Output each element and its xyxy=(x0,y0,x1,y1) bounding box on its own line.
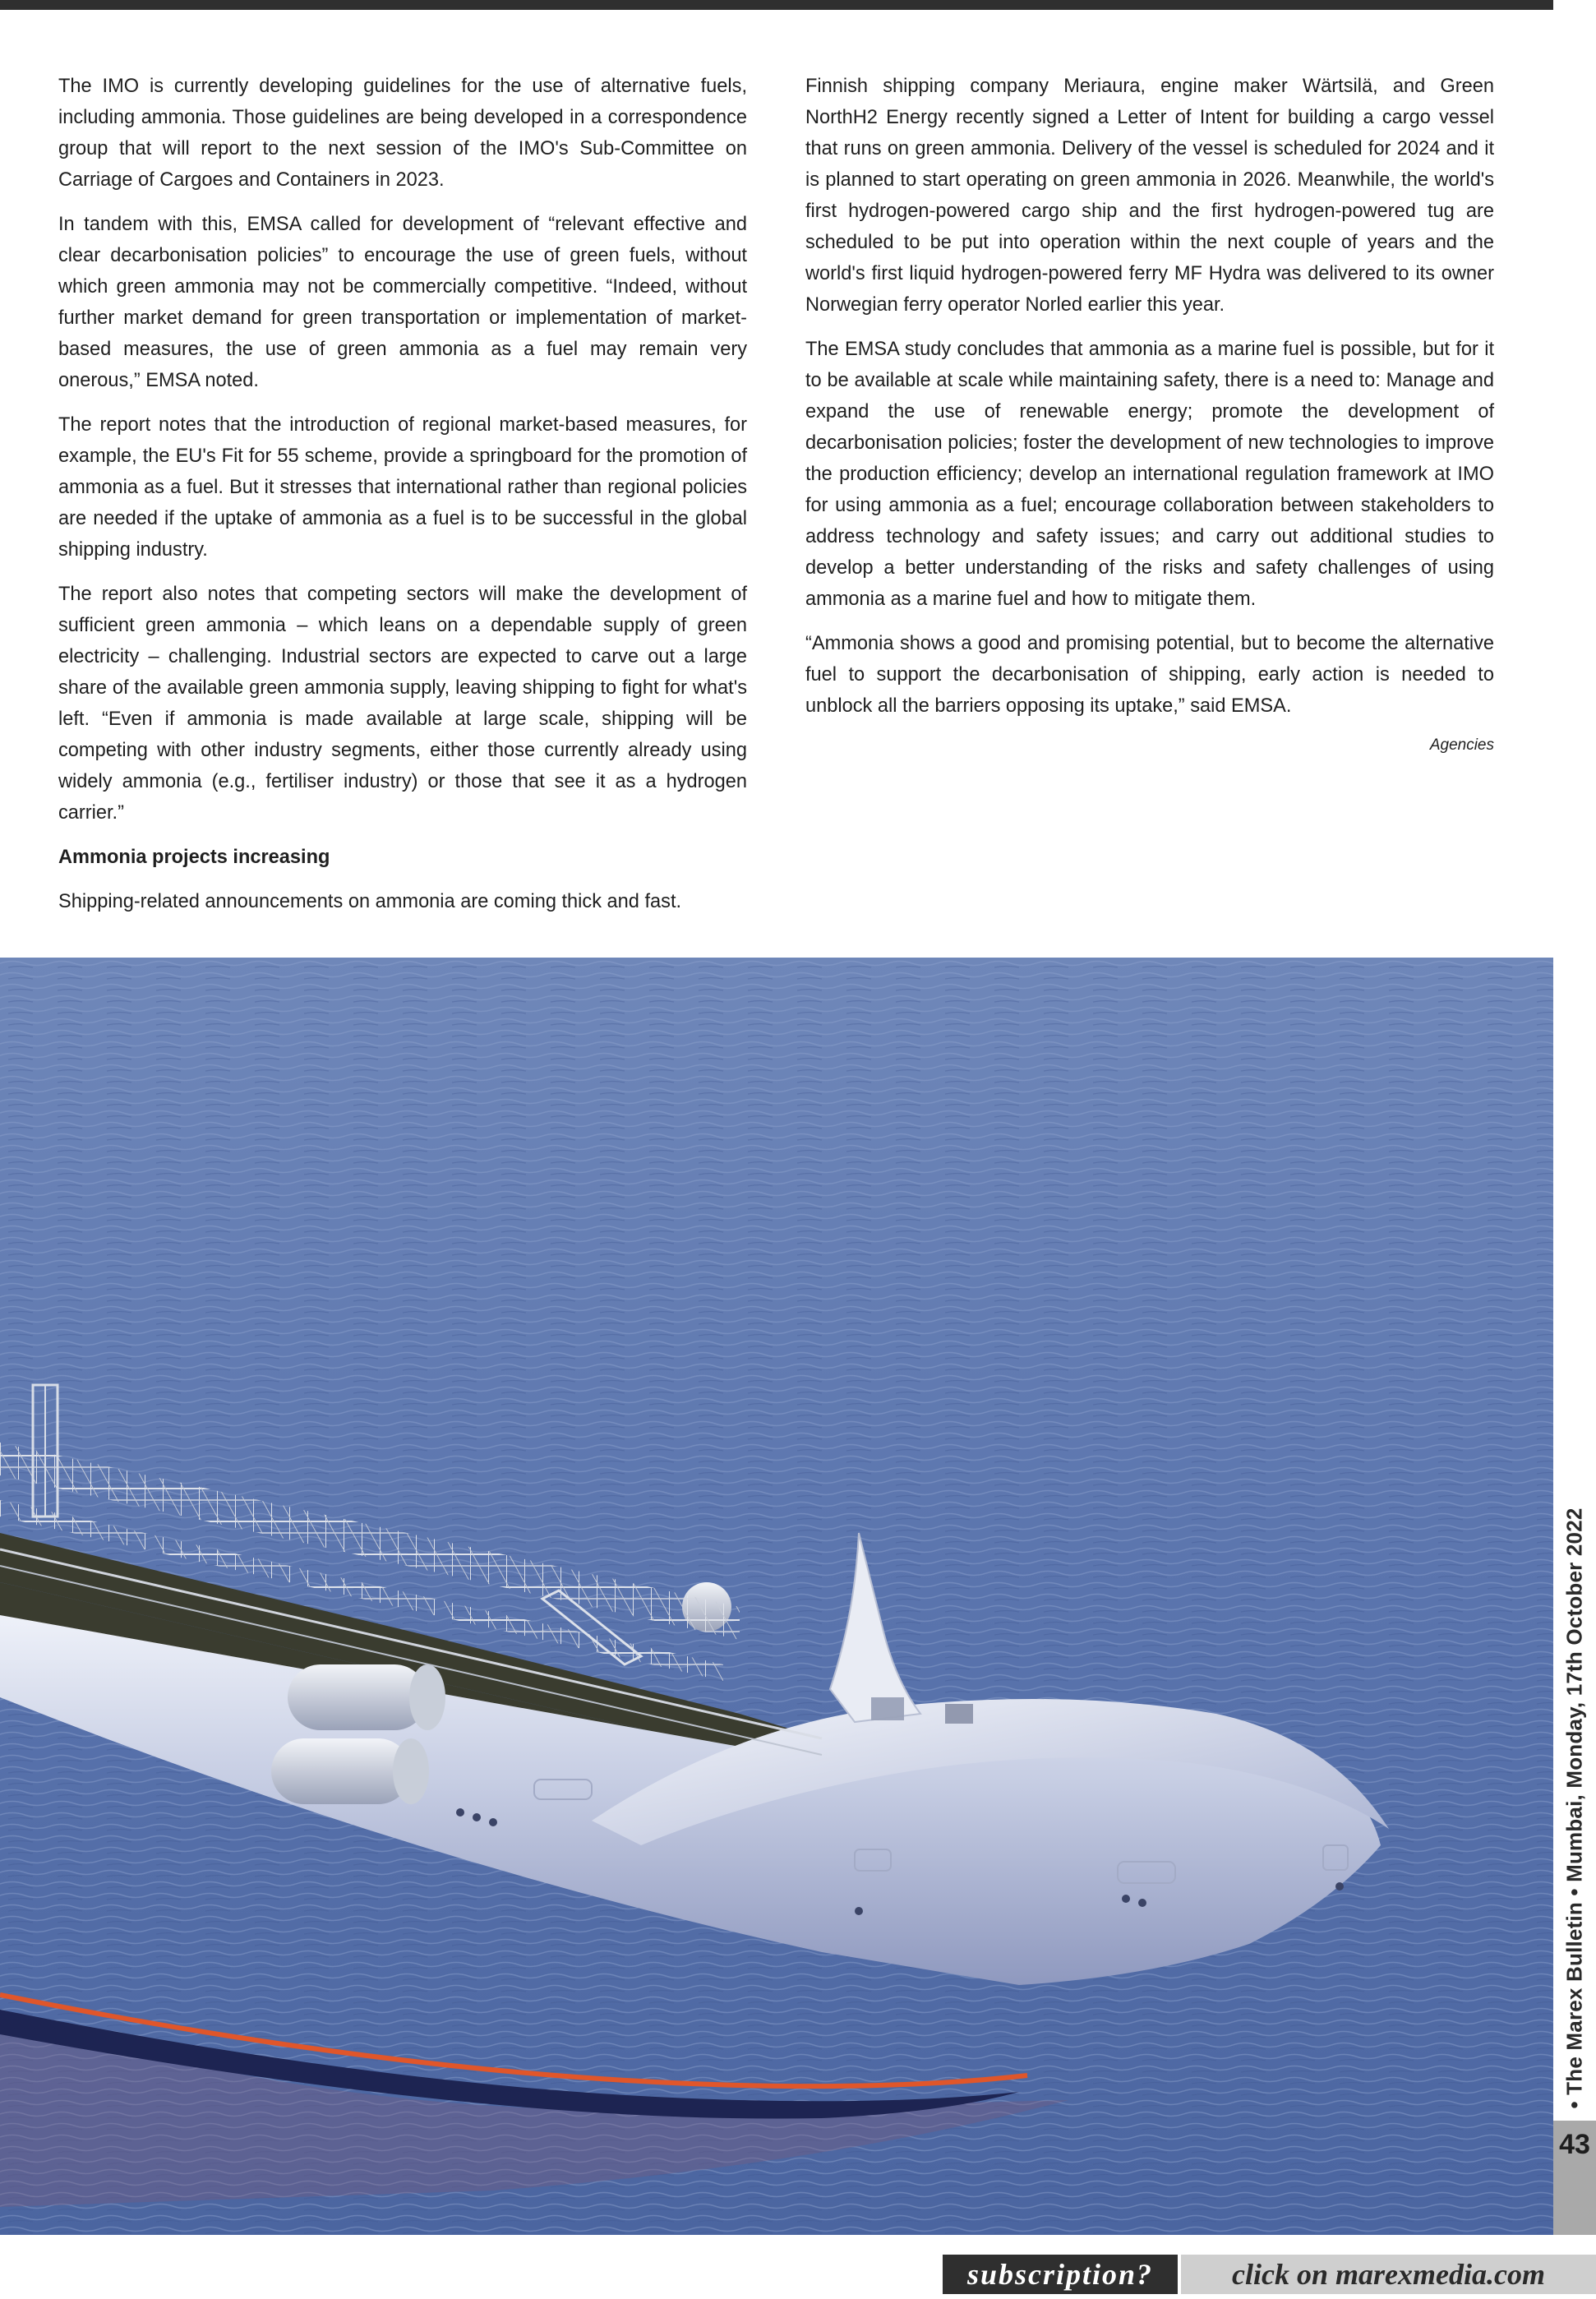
masthead-vertical xyxy=(1556,1507,1594,2109)
article-credit: Agencies xyxy=(1429,736,1494,754)
article-left-column xyxy=(58,71,747,930)
article-right-column xyxy=(805,71,1494,756)
ammonia-ship-photo xyxy=(0,958,1553,2235)
article-subheading: Ammonia projects increasing xyxy=(58,847,330,868)
article-paragraph: The IMO is currently developing guidelines for the use of alternative fuels, including ammonia. Those guidelines are being developed in a correspondence group that will report to the next session of the IMO's Sub-Committee on Carriage of Cargoes and Containers in 2023. xyxy=(58,76,747,191)
article-paragraph: Finnish shipping company Meriaura, engine maker Wärtsilä, and Green NorthH2 Energy recently signed a Letter of Intent for building a cargo vessel that runs on green ammonia. Delivery of the vessel is scheduled for 2024 and it is planned to start operating on green ammonia in 2026. Meanwhile, the world's first hydrogen-powered cargo ship and the first hydrogen-powered tug are scheduled to be put into operation within the next couple of years and the world's first liquid hydrogen-powered ferry MF Hydra was delivered to its owner Norwegian ferry operator Norled earlier this year. xyxy=(805,76,1494,316)
article-paragraph: “Ammonia shows a good and promising potential, but to become the alternative fuel to support the decarbonisation of shipping, early action is needed to unblock all the barriers opposing its uptake,” said EMSA. xyxy=(805,633,1494,717)
article-paragraph: In tandem with this, EMSA called for development of “relevant effective and clear decarbonisation policies” to encourage the use of green fuels, without which green ammonia may not be commercially competitive. “Indeed, without further market demand for green transportation or implementation of market-based measures, the use of green ammonia as a fuel may remain very onerous,” EMSA noted. xyxy=(58,214,747,391)
article-paragraph: The report also notes that competing sectors will make the development of sufficient green ammonia – which leans on a dependable supply of green electricity – challenging. Industrial sectors are expected to carve out a large share of the available green ammonia supply, leaving shipping to fight for what's left. “Even if ammonia is made available at large scale, shipping will be competing with other industry segments, either those currently already using widely ammonia (e.g., fertiliser industry) or those that see it as a hydrogen carrier.” xyxy=(58,584,747,824)
top-bar xyxy=(0,0,1553,10)
article-paragraph: The EMSA study concludes that ammonia as a marine fuel is possible, but for it to be available at scale while maintaining safety, there is a need to: Manage and expand the use of renewable energy; promote the development of decarbonisation policies; foster the development of new technologies to improve the production efficiency; develop an international regulation framework at IMO for using ammonia as a fuel; encourage collaboration between stakeholders to address technology and safety issues; and carry out additional studies to develop a better understanding of the risks and safety challenges of using ammonia as a marine fuel and how to mitigate them. xyxy=(805,339,1494,610)
footer xyxy=(0,2235,1596,2299)
article-paragraph: The report notes that the introduction of regional market-based measures, for example, the EU's Fit for 55 scheme, provide a springboard for the promotion of ammonia as a fuel. But it stresses that international rather than regional policies are needed if the uptake of ammonia as a fuel is to be successful in the global shipping industry. xyxy=(58,414,747,561)
subscription-link[interactable]: click on marexmedia.com xyxy=(1181,2255,1596,2294)
page-number-tab xyxy=(1553,2121,1596,2235)
masthead-text: • The Marex Bulletin • Mumbai, Monday, 17th October 2022 xyxy=(1561,1507,1587,2109)
subscription-label: subscription? xyxy=(943,2255,1178,2294)
page-number: 43 xyxy=(1559,2129,1590,2160)
article-paragraph: Shipping-related announcements on ammonia are coming thick and fast. xyxy=(58,891,682,912)
